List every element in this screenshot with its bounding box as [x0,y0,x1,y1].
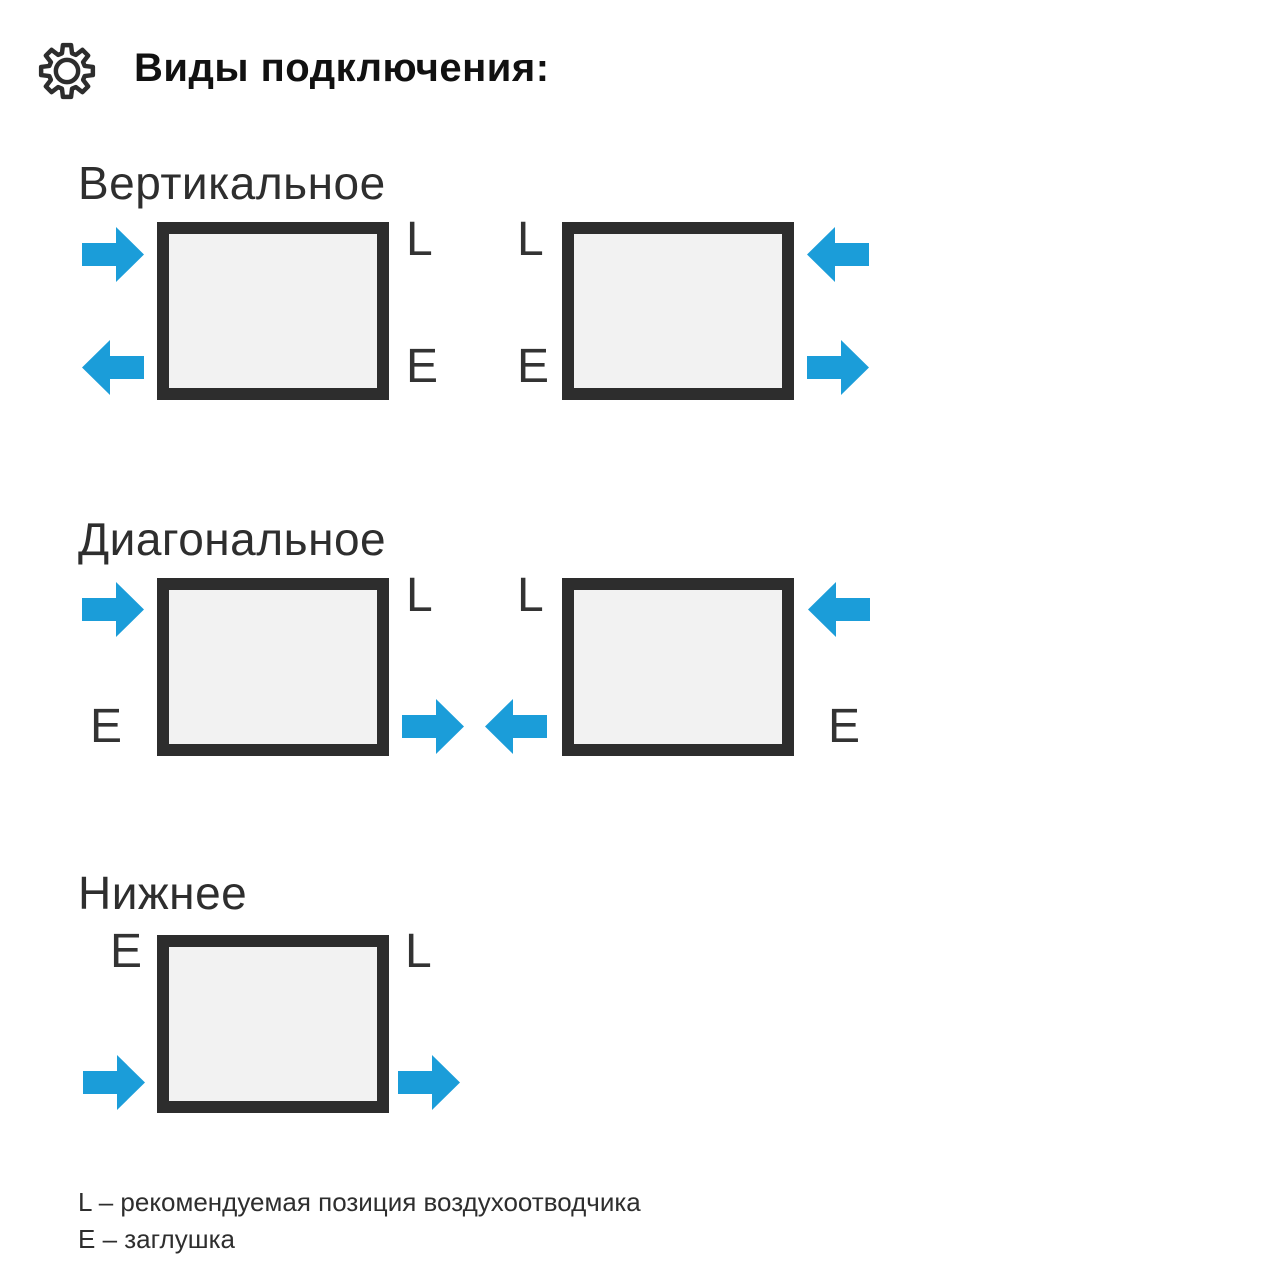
flow-out-arrow-icon [398,1054,460,1111]
plug-label: E [406,340,439,393]
air-vent-label: L [517,213,544,266]
air-vent-label: L [406,569,433,622]
flow-in-arrow-icon [82,226,144,283]
section-title-diagonal: Диагональное [78,513,387,565]
page-title: Виды подключения: [134,46,550,90]
air-vent-label: L [405,925,432,978]
flow-in-arrow-icon [807,226,869,283]
radiator-outline [157,222,389,400]
radiator-outline [562,578,794,756]
legend [78,1184,641,1258]
flow-out-arrow-icon [82,339,144,396]
air-vent-label: L [517,569,544,622]
gear-icon [36,40,98,102]
legend-plug-line: E – заглушка [78,1224,235,1254]
flow-in-arrow-icon [83,1054,145,1111]
legend-air-vent-line: L – рекомендуемая позиция воздухоотводчика [78,1187,641,1217]
radiator-outline [157,935,389,1113]
plug-label: E [517,340,550,393]
section-title-bottom: Нижнее [78,867,248,919]
plug-label: E [90,700,123,753]
flow-out-arrow-icon [402,698,464,755]
plug-label: E [828,700,861,753]
flow-out-arrow-icon [485,698,547,755]
flow-in-arrow-icon [808,581,870,638]
plug-label: E [110,925,143,978]
section-title-vertical: Вертикальное [78,157,386,209]
radiator-outline [157,578,389,756]
flow-in-arrow-icon [82,581,144,638]
air-vent-label: L [406,213,433,266]
radiator-outline [562,222,794,400]
flow-out-arrow-icon [807,339,869,396]
